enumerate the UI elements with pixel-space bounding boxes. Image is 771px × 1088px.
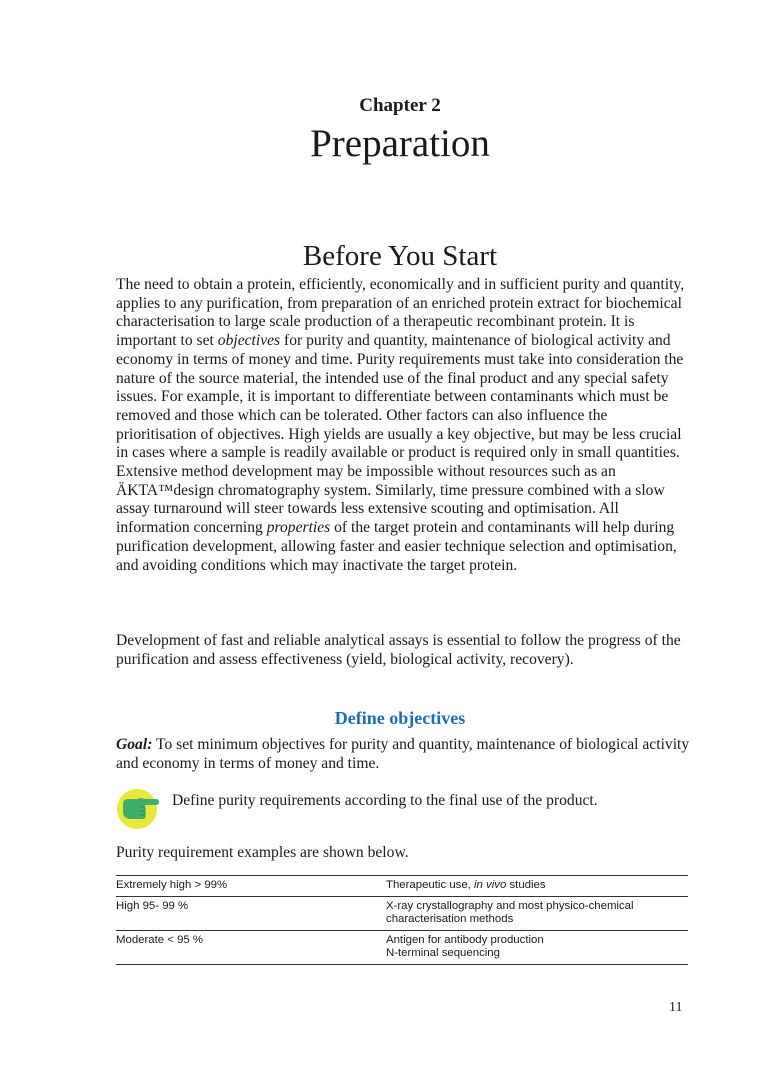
goal-paragraph [116, 736, 691, 773]
table-row [116, 876, 688, 897]
purity-requirements-table [116, 875, 688, 965]
goal-text: To set minimum objectives for purity and quantity, maintenance of biological activity and economy in terms of money and time. [116, 736, 690, 772]
tip-callout [116, 786, 691, 830]
table-intro: Purity requirement examples are shown below. [116, 844, 409, 861]
use-cell: Therapeutic use, in vivo studies [386, 876, 688, 897]
use-cell: Antigen for antibody production N-terminal sequencing [386, 931, 688, 965]
table-row [116, 931, 688, 965]
paragraph-text: The need to obtain a protein, efficiently, economically and in sufficient purity and quantity, applies to any purification, from preparation of an enriched protein extract for biochemical characterisation to large scale production of a therapeutic recombinant protein. It is important to set [116, 276, 685, 350]
requirement-cell: Moderate < 95 % [116, 931, 386, 965]
tip-text: Define purity requirements according to the final use of the product. [172, 792, 598, 809]
body-paragraph: Development of fast and reliable analytical assays is essential to follow the progress of the purification and assess effectiveness (yield, biological activity, recovery). [116, 632, 681, 668]
table-row [116, 897, 688, 931]
emphasis-properties: properties [266, 519, 331, 537]
body-paragraph [116, 276, 691, 575]
requirement-cell: Extremely high > 99% [116, 876, 386, 897]
define-objectives-heading: Define objectives [334, 708, 466, 728]
chapter-title: Preparation [310, 122, 490, 165]
paragraph-text: for purity and quantity, maintenance of biological activity and economy in terms of money and time. Purity requirements must take into consideration the nature of the source material, the intended use of the final product and any special safety issues. For example, it is important to differentiate between contaminants which must be removed and those which can be tolerated. Other factors can also influence the prioritisation of objectives. High yields are usually a key objective, but may be less crucial in cases where a sample is readily available or product is required only in small quantities. Extensive method development may be impossible without resources such as an ÄKTA™design chromatography system. Similarly, time pressure combined with a slow assay turnaround will steer towards less extensive scouting and optimisation. All information concerning [116, 332, 684, 537]
section-title: Before You Start [302, 240, 498, 272]
requirement-cell: High 95- 99 % [116, 897, 386, 931]
use-cell: X-ray crystallography and most physico-chemical characterisation methods [386, 897, 688, 931]
paragraph-text: of the target protein and contaminants will help during purification development, allowing faster and easier technique selection and optimisation, and avoiding conditions which may inactivate the target protein. [116, 519, 677, 574]
page-number: 11 [669, 1000, 683, 1015]
goal-label: Goal: [116, 736, 153, 753]
chapter-label: Chapter 2 [359, 95, 441, 116]
italic-term: in vivo [474, 879, 507, 891]
pointing-hand-icon [116, 786, 160, 830]
emphasis-objectives: objectives [217, 332, 281, 350]
